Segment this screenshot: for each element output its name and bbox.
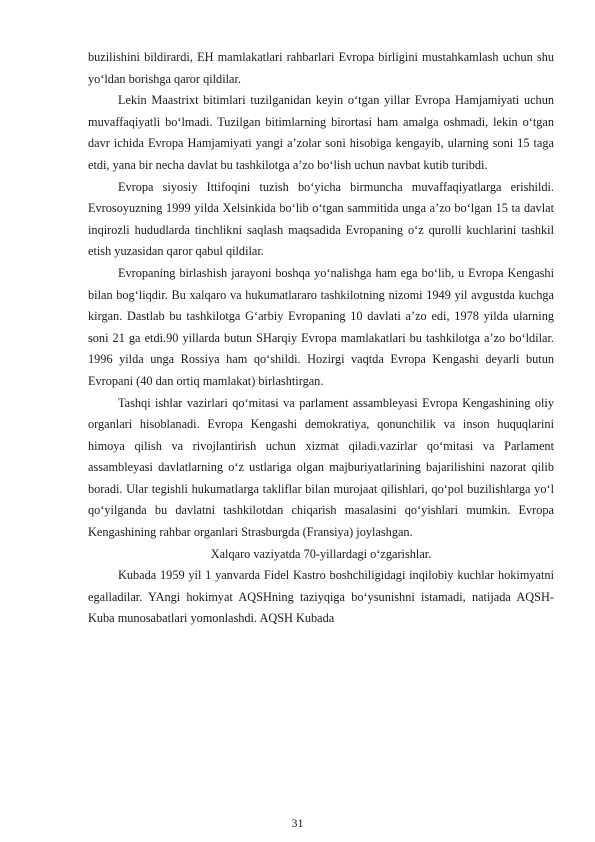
section-heading: Xalqaro vaziyatda 70-yillardagi o‘zgarishlar. <box>210 546 432 561</box>
paragraph: Lekin Maastrixt bitimlari tuzilganidan keyin o‘tgan yillar Evropa Hamjamiyati uchun muvaffaqiyatli bo‘lmadi. Tuzilgan bitimlarning birortasi ham amalga oshmadi, lekin o‘tgan davr ichida Evropa Hamjamiyati yangi a’zolar soni hisobiga kengayib, ularning soni 15 taga etdi, yana bir necha davlat bu tashkilotga a’zo bo‘lish uchun navbat kutib turibdi. <box>88 93 554 172</box>
paragraph: Tashqi ishlar vazirlari qo‘mitasi va parlament assambleyasi Evropa Kengashining oliy organlari hisoblanadi. Evropa Kengashi demokratiya, qonunchilik va inson huquqlarini himoya qilish va rivojlantirish uchun xizmat qiladi.vazirlar qo‘mitasi va Parlament assambleyasi davlatlarning o‘z ustlariga olgan majburiyatlarining bajarilishini nazorat qilib boradi. Ular tegishli hukumatlarga takliflar bilan murojaat qilishlari, qo‘pol buzilishlarga yo‘l qo‘yilganda bu davlatni tashkilotdan chiqarish masalasini qo‘yishlari mumkin. Evropa Kengashining rahbar organlari Strasburgda (Fransiya) joylashgan. <box>88 395 554 540</box>
paragraph: Evropa siyosiy Ittifoqini tuzish bo‘yicha birmuncha muvaffaqiyatlarga erishildi. Evrosoyuzning 1999 yilda Xelsinkida bo‘lib o‘tgan sammitida unga a’zo bo‘lgan 15 ta davlat inqirozli hududlarda tinchlikni saqlash maqsadida Evropaning o‘z qurolli kuchlarini tashkil etish yuzasidan qaror qabul qildilar. <box>88 179 554 259</box>
document-body <box>88 47 554 630</box>
paragraph: Evropaning birlashish jarayoni boshqa yo‘nalishga ham ega bo‘lib, u Evropa Kengashi bilan bog‘liqdir. Bu xalqaro va hukumatlararo tashkilotning nizomi 1949 yil avgustda kuchga kirgan. Dastlab bu tashkilotga G‘arbiy Evropaning 10 davlati a’zo edi, 1978 yilda ularning soni 21 ga etdi.90 yillarda butun SHarqiy Evropa mamlakatlari bu tashkilotga a’zo bo‘ldilar. 1996 yilda unga Rossiya ham qo‘shildi. Hozirgi vaqtda Evropa Kengashi deyarli butun Evropani (40 dan ortiq mamlakat) birlashtirgan. <box>88 265 554 388</box>
paragraph: Kubada 1959 yil 1 yanvarda Fidel Kastro boshchiligidagi inqilobiy kuchlar hokimyatni egalladilar. YAngi hokimyat AQSHning taziyqiga bo‘ysunishni istamadi, natijada AQSH-Kuba munosabatlari yomonlashdi. AQSH Kubada <box>88 568 554 626</box>
paragraph: buzilishini bildirardi, EH mamlakatlari rahbarlari Evropa birligini mustahkamlash uchun shu yo‘ldan borishga qaror qildilar. <box>88 50 554 86</box>
page-number: 31 <box>291 816 304 830</box>
